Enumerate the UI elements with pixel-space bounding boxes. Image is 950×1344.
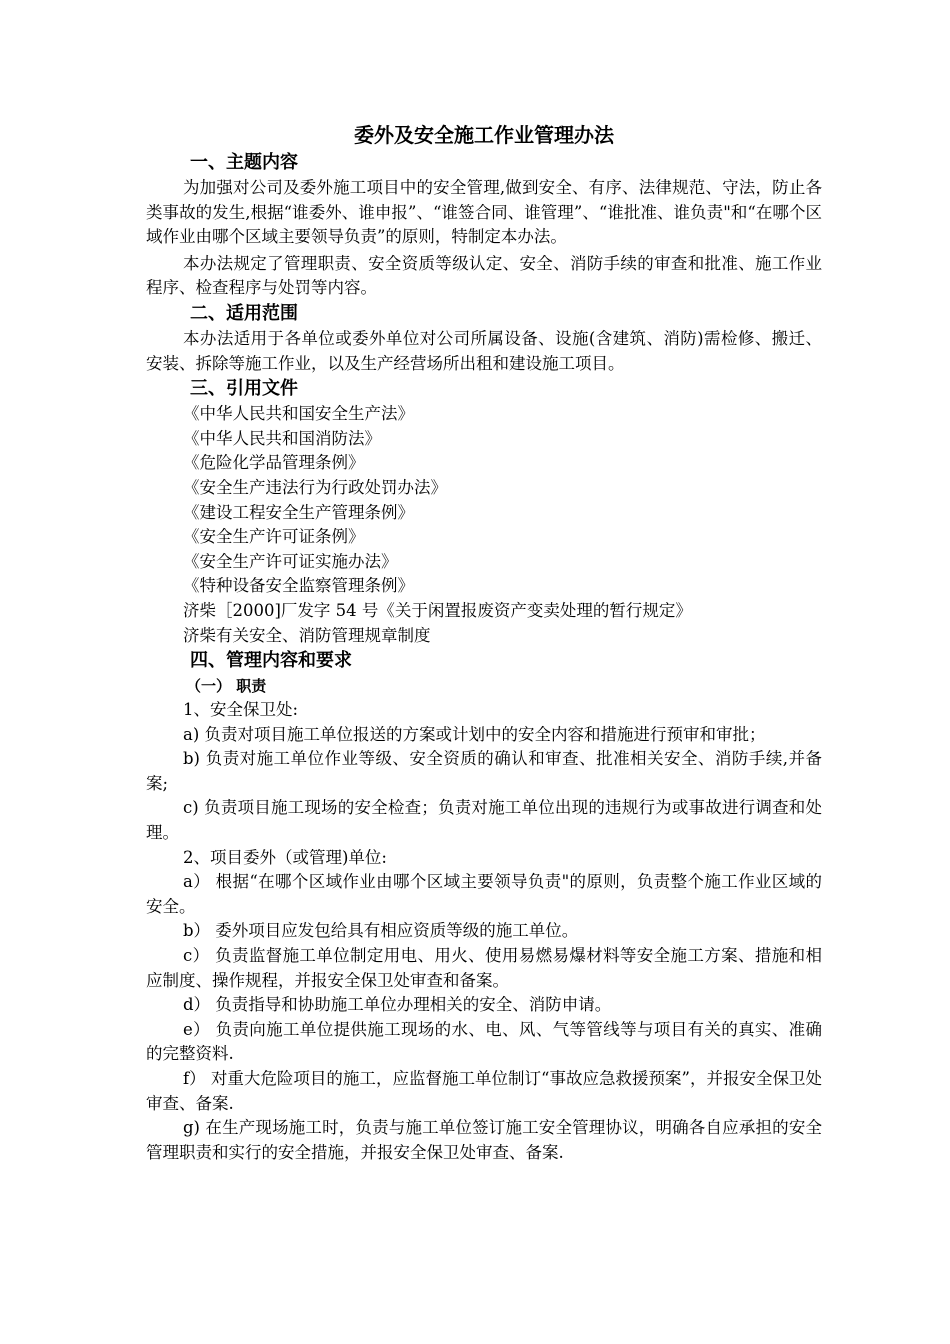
reference-item: 《中华人民共和国消防法》: [183, 428, 381, 448]
section-heading-management-requirements: 四、管理内容和要求: [190, 650, 352, 672]
reference-item: 《危险化学品管理条例》: [183, 453, 365, 473]
list-item: 2、项目委外（或管理)单位:: [183, 847, 387, 867]
section-heading-references: 三、引用文件: [190, 378, 298, 400]
list-item: g) 在生产现场施工时，负责与施工单位签订施工安全管理协议，明确各自应承担的安全管理职责和实行的安全措施，并报安全保卫处审查、备案.: [146, 1118, 822, 1162]
paragraph: 为加强对公司及委外施工项目中的安全管理,做到安全、有序、法律规范、守法，防止各类事故的发生,根据“谁委外、谁申报”、“谁签合同、谁管理”、“谁批准、谁负责"和“在哪个区域作业由哪个区域主要领导负责”的原则，特制定本办法。: [146, 178, 822, 247]
section-heading-scope-content: 一、主题内容: [190, 152, 298, 173]
paragraph: 本办法规定了管理职责、安全资质等级认定、安全、消防手续的审查和批准、施工作业程序、检查程序与处罚等内容。: [146, 253, 822, 298]
reference-item: 《安全生产许可证条例》: [183, 527, 365, 547]
list-item: a） 根据“在哪个区域作业由哪个区域主要领导负责"的原则，负责整个施工作业区域的安全。: [146, 872, 822, 916]
section-heading-applicability: 二、适用范围: [190, 302, 298, 324]
paragraph: 本办法适用于各单位或委外单位对公司所属设备、设施(含建筑、消防)需检修、搬迁、安装、拆除等施工作业，以及生产经营场所出租和建设施工项目。: [146, 328, 822, 373]
reference-item: 济柴［2000]厂发字 54 号《关于闲置报废资产变卖处理的暂行规定》: [183, 600, 692, 620]
list-item: e） 负责向施工单位提供施工现场的水、电、风、气等管线等与项目有关的真实、准确的完整资料.: [146, 1019, 822, 1064]
reference-item: 《建设工程安全生产管理条例》: [183, 502, 414, 522]
list-item: b） 委外项目应发包给具有相应资质等级的施工单位。: [183, 921, 579, 941]
list-item: f） 对重大危险项目的施工，应监督施工单位制订“事故应急救援预案”，并报安全保卫处审查、备案.: [146, 1069, 822, 1113]
list-item: b) 负责对施工单位作业等级、安全资质的确认和审查、批准相关安全、消防手续,并备案;: [146, 749, 822, 793]
reference-item: 济柴有关安全、消防管理规章制度: [183, 625, 431, 645]
subsection-heading-responsibilities: （一） 职责: [186, 677, 267, 696]
list-item: c） 负责监督施工单位制定用电、用火、使用易燃易爆材料等安全施工方案、措施和相应制度、操作规程，并报安全保卫处审查和备案。: [146, 946, 822, 990]
reference-item: 《安全生产许可证实施办法》: [183, 551, 398, 571]
list-item: d） 负责指导和协助施工单位办理相关的安全、消防申请。: [183, 995, 612, 1015]
list-item: c) 负责项目施工现场的安全检查；负责对施工单位出现的违规行为或事故进行调查和处理。: [146, 798, 822, 843]
list-item: 1、安全保卫处:: [183, 700, 299, 720]
reference-item: 《特种设备安全监察管理条例》: [183, 576, 414, 596]
document-title: 委外及安全施工作业管理办法: [354, 123, 614, 147]
list-item: a) 负责对项目施工单位报送的方案或计划中的安全内容和措施进行预审和审批；: [183, 724, 766, 744]
responsibility-list: [146, 698, 822, 1165]
reference-list: [146, 402, 822, 648]
reference-item: 《中华人民共和国安全生产法》: [183, 404, 414, 424]
reference-item: 《安全生产违法行为行政处罚办法》: [183, 477, 447, 497]
